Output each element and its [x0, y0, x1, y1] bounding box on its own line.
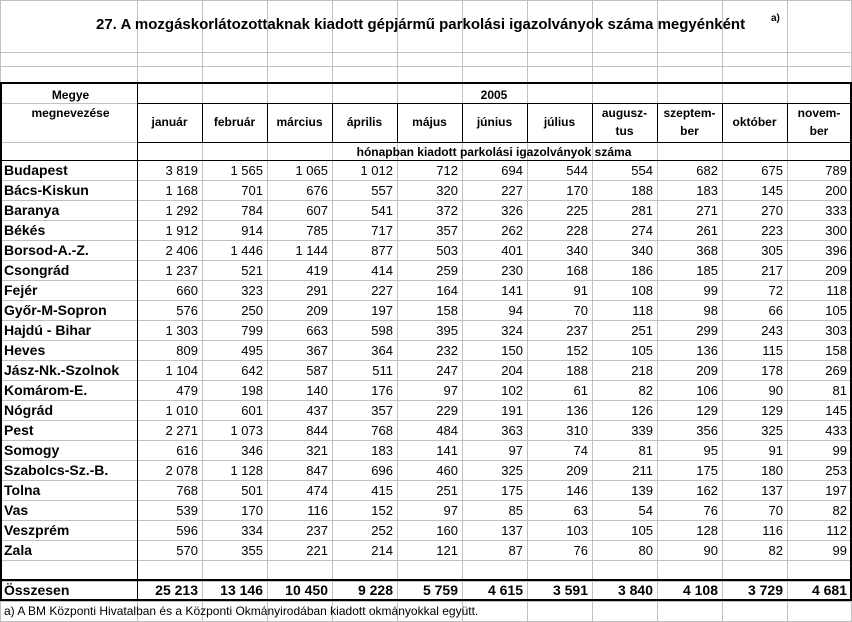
- value-cell: 176: [371, 383, 393, 398]
- value-cell: 112: [826, 523, 847, 538]
- county-name: Győr-M-Sopron: [4, 302, 107, 318]
- month-header: szeptem-: [663, 106, 716, 120]
- county-name: Bács-Kiskun: [4, 182, 89, 198]
- value-cell: 146: [566, 483, 588, 498]
- value-cell: 168: [566, 263, 588, 278]
- value-cell: 1 292: [165, 203, 198, 218]
- value-cell: 372: [436, 203, 458, 218]
- value-cell: 1 565: [230, 163, 263, 178]
- value-cell: 785: [306, 223, 328, 238]
- value-cell: 396: [825, 243, 847, 258]
- value-cell: 250: [241, 303, 263, 318]
- value-cell: 252: [371, 523, 393, 538]
- value-cell: 217: [761, 263, 783, 278]
- value-cell: 126: [631, 403, 653, 418]
- county-name: Baranya: [4, 202, 60, 218]
- value-cell: 607: [306, 203, 328, 218]
- value-cell: 544: [566, 163, 588, 178]
- value-cell: 324: [501, 323, 523, 338]
- value-cell: 479: [176, 383, 198, 398]
- value-cell: 136: [566, 403, 588, 418]
- county-name: Nógrád: [4, 402, 53, 418]
- value-cell: 82: [638, 383, 653, 398]
- value-cell: 183: [371, 443, 393, 458]
- value-cell: 225: [566, 203, 588, 218]
- value-cell: 1 303: [165, 323, 198, 338]
- value-cell: 105: [631, 523, 653, 538]
- value-cell: 877: [371, 243, 393, 258]
- value-cell: 137: [761, 483, 783, 498]
- month-header: novem-: [797, 106, 841, 120]
- value-cell: 94: [508, 303, 523, 318]
- value-cell: 261: [696, 223, 718, 238]
- county-name: Vas: [4, 502, 29, 518]
- value-cell: 521: [241, 263, 263, 278]
- value-cell: 82: [768, 543, 783, 558]
- value-cell: 102: [501, 383, 523, 398]
- county-name: Veszprém: [4, 522, 70, 538]
- value-cell: 557: [371, 183, 393, 198]
- county-name: Békés: [4, 222, 46, 238]
- value-cell: 501: [241, 483, 263, 498]
- value-cell: 80: [638, 543, 653, 558]
- value-cell: 137: [501, 523, 523, 538]
- value-cell: 696: [371, 463, 393, 478]
- value-cell: 303: [825, 323, 847, 338]
- month-header: július: [543, 115, 576, 129]
- value-cell: 81: [638, 443, 653, 458]
- value-cell: 1 168: [165, 183, 198, 198]
- value-cell: 325: [761, 423, 783, 438]
- value-cell: 326: [501, 203, 523, 218]
- value-cell: 259: [436, 263, 458, 278]
- title-footnote-marker: a): [771, 13, 780, 24]
- value-cell: 364: [371, 343, 393, 358]
- value-cell: 106: [696, 383, 718, 398]
- value-cell: 300: [825, 223, 847, 238]
- county-name: Komárom-E.: [4, 382, 88, 398]
- value-cell: 1 065: [295, 163, 328, 178]
- value-cell: 2 406: [165, 243, 198, 258]
- value-cell: 596: [176, 523, 198, 538]
- value-cell: 270: [761, 203, 783, 218]
- value-cell: 54: [638, 503, 653, 518]
- value-cell: 209: [825, 263, 847, 278]
- value-cell: 847: [306, 463, 328, 478]
- county-header-label: Megye: [51, 88, 90, 102]
- total-value-cell: 4 108: [682, 582, 718, 598]
- value-cell: 247: [436, 363, 458, 378]
- value-cell: 339: [631, 423, 653, 438]
- value-cell: 204: [501, 363, 523, 378]
- value-cell: 357: [371, 403, 393, 418]
- value-cell: 178: [761, 363, 783, 378]
- total-value-cell: 5 759: [422, 582, 458, 598]
- value-cell: 570: [176, 543, 198, 558]
- value-cell: 262: [501, 223, 523, 238]
- value-cell: 576: [176, 303, 198, 318]
- value-cell: 414: [371, 263, 393, 278]
- value-cell: 162: [696, 483, 718, 498]
- value-cell: 164: [436, 283, 458, 298]
- value-cell: 269: [825, 363, 847, 378]
- month-header: január: [151, 115, 188, 129]
- total-value-cell: 9 228: [357, 582, 393, 598]
- value-cell: 105: [825, 303, 847, 318]
- total-value-cell: 4 615: [487, 582, 523, 598]
- value-cell: 291: [306, 283, 328, 298]
- value-cell: 1 237: [165, 263, 198, 278]
- value-cell: 3 819: [165, 163, 198, 178]
- county-name: Somogy: [4, 442, 60, 458]
- value-cell: 333: [825, 203, 847, 218]
- value-cell: 437: [306, 403, 328, 418]
- value-cell: 99: [832, 443, 847, 458]
- value-cell: 200: [825, 183, 847, 198]
- value-cell: 323: [241, 283, 263, 298]
- value-cell: 198: [241, 383, 263, 398]
- month-header: március: [276, 115, 323, 129]
- value-cell: 99: [832, 543, 847, 558]
- value-cell: 66: [768, 303, 783, 318]
- county-header-label-2: megnevezése: [31, 106, 110, 120]
- value-cell: 116: [307, 503, 328, 518]
- value-cell: 158: [436, 303, 458, 318]
- value-cell: 232: [436, 343, 458, 358]
- year-header: 2005: [480, 88, 508, 102]
- value-cell: 145: [825, 403, 847, 418]
- value-cell: 701: [241, 183, 263, 198]
- value-cell: 1 912: [165, 223, 198, 238]
- value-cell: 251: [631, 323, 653, 338]
- value-cell: 1 012: [360, 163, 393, 178]
- value-cell: 539: [176, 503, 198, 518]
- value-cell: 367: [306, 343, 328, 358]
- value-cell: 340: [631, 243, 653, 258]
- value-cell: 140: [306, 383, 328, 398]
- subheader-monthly-count: hónapban kiadott parkolási igazolványok száma: [356, 145, 632, 159]
- value-cell: 152: [566, 343, 588, 358]
- value-cell: 91: [768, 443, 783, 458]
- value-cell: 121: [436, 543, 458, 558]
- value-cell: 209: [696, 363, 718, 378]
- value-cell: 474: [306, 483, 328, 498]
- county-name: Zala: [4, 542, 33, 558]
- value-cell: 98: [703, 303, 718, 318]
- value-cell: 433: [825, 423, 847, 438]
- county-name: Hajdú - Bihar: [4, 322, 92, 338]
- value-cell: 642: [241, 363, 263, 378]
- value-cell: 243: [761, 323, 783, 338]
- value-cell: 844: [306, 423, 328, 438]
- value-cell: 136: [696, 343, 718, 358]
- total-value-cell: 3 729: [747, 582, 783, 598]
- month-header: február: [213, 115, 256, 129]
- value-cell: 160: [436, 523, 458, 538]
- value-cell: 321: [306, 443, 328, 458]
- value-cell: 784: [241, 203, 263, 218]
- month-header: augusz-: [601, 106, 648, 120]
- value-cell: 675: [761, 163, 783, 178]
- value-cell: 357: [436, 223, 458, 238]
- value-cell: 415: [371, 483, 393, 498]
- county-name: Pest: [4, 422, 34, 438]
- value-cell: 1 073: [230, 423, 263, 438]
- value-cell: 97: [443, 503, 458, 518]
- month-header: tus: [615, 124, 634, 138]
- value-cell: 214: [371, 543, 393, 558]
- value-cell: 95: [703, 443, 718, 458]
- value-cell: 419: [306, 263, 328, 278]
- total-value-cell: 3 840: [617, 582, 653, 598]
- value-cell: 682: [696, 163, 718, 178]
- value-cell: 191: [501, 403, 523, 418]
- month-header: ber: [809, 124, 829, 138]
- value-cell: 70: [573, 303, 588, 318]
- value-cell: 152: [371, 503, 393, 518]
- value-cell: 209: [306, 303, 328, 318]
- value-cell: 1 010: [165, 403, 198, 418]
- value-cell: 340: [566, 243, 588, 258]
- value-cell: 2 078: [165, 463, 198, 478]
- value-cell: 541: [371, 203, 393, 218]
- value-cell: 511: [372, 363, 393, 378]
- value-cell: 320: [436, 183, 458, 198]
- county-name: Tolna: [4, 482, 41, 498]
- value-cell: 186: [631, 263, 653, 278]
- value-cell: 227: [501, 183, 523, 198]
- value-cell: 310: [566, 423, 588, 438]
- value-cell: 97: [443, 383, 458, 398]
- county-name: Jász-Nk.-Szolnok: [4, 362, 120, 378]
- value-cell: 717: [371, 223, 393, 238]
- county-name: Budapest: [4, 162, 68, 178]
- county-name: Csongrád: [4, 262, 70, 278]
- month-header: április: [346, 115, 383, 129]
- total-value-cell: 25 213: [155, 582, 198, 598]
- value-cell: 299: [696, 323, 718, 338]
- value-cell: 223: [761, 223, 783, 238]
- value-cell: 188: [566, 363, 588, 378]
- county-name: Heves: [4, 342, 46, 358]
- value-cell: 395: [436, 323, 458, 338]
- month-header: ber: [680, 124, 699, 138]
- value-cell: 175: [696, 463, 718, 478]
- value-cell: 180: [761, 463, 783, 478]
- value-cell: 91: [573, 283, 588, 298]
- value-cell: 1 128: [230, 463, 263, 478]
- value-cell: 809: [176, 343, 198, 358]
- value-cell: 325: [501, 463, 523, 478]
- value-cell: 170: [241, 503, 263, 518]
- value-cell: 334: [241, 523, 263, 538]
- value-cell: 230: [501, 263, 523, 278]
- value-cell: 128: [696, 523, 718, 538]
- month-header: június: [476, 115, 513, 129]
- value-cell: 237: [566, 323, 588, 338]
- value-cell: 158: [825, 343, 847, 358]
- value-cell: 274: [631, 223, 653, 238]
- value-cell: 85: [508, 503, 523, 518]
- value-cell: 228: [566, 223, 588, 238]
- value-cell: 185: [696, 263, 718, 278]
- value-cell: 495: [241, 343, 263, 358]
- value-cell: 2 271: [165, 423, 198, 438]
- value-cell: 221: [306, 543, 328, 558]
- value-cell: 914: [241, 223, 263, 238]
- value-cell: 129: [761, 403, 783, 418]
- county-name: Szabolcs-Sz.-B.: [4, 462, 109, 478]
- value-cell: 139: [631, 483, 653, 498]
- value-cell: 460: [436, 463, 458, 478]
- value-cell: 70: [768, 503, 783, 518]
- value-cell: 118: [632, 303, 653, 318]
- value-cell: 271: [696, 203, 718, 218]
- value-cell: 99: [703, 283, 718, 298]
- value-cell: 188: [631, 183, 653, 198]
- table-title: 27. A mozgáskorlátozottaknak kiadott gépjármű parkolási igazolványok száma megyénként: [96, 16, 746, 33]
- value-cell: 145: [761, 183, 783, 198]
- value-cell: 401: [501, 243, 523, 258]
- value-cell: 694: [501, 163, 523, 178]
- month-header: október: [732, 115, 777, 129]
- value-cell: 87: [508, 543, 523, 558]
- value-cell: 660: [176, 283, 198, 298]
- value-cell: 229: [436, 403, 458, 418]
- value-cell: 712: [436, 163, 458, 178]
- value-cell: 82: [832, 503, 847, 518]
- value-cell: 103: [566, 523, 588, 538]
- value-cell: 768: [176, 483, 198, 498]
- value-cell: 598: [371, 323, 393, 338]
- value-cell: 346: [241, 443, 263, 458]
- value-cell: 170: [566, 183, 588, 198]
- value-cell: 61: [573, 383, 588, 398]
- total-value-cell: 10 450: [285, 582, 328, 598]
- value-cell: 281: [631, 203, 653, 218]
- value-cell: 1 446: [230, 243, 263, 258]
- value-cell: 211: [632, 463, 653, 478]
- value-cell: 197: [371, 303, 393, 318]
- value-cell: 227: [371, 283, 393, 298]
- value-cell: 129: [696, 403, 718, 418]
- value-cell: 601: [241, 403, 263, 418]
- value-cell: 799: [241, 323, 263, 338]
- footnote: a) A BM Központi Hivatalban és a Központi Okmányirodában kiadott okmányokkal együtt.: [4, 604, 479, 618]
- value-cell: 74: [573, 443, 588, 458]
- value-cell: 218: [631, 363, 653, 378]
- value-cell: 368: [696, 243, 718, 258]
- total-value-cell: 4 681: [811, 582, 847, 598]
- value-cell: 76: [703, 503, 718, 518]
- value-cell: 768: [371, 423, 393, 438]
- value-cell: 81: [832, 383, 847, 398]
- value-cell: 356: [696, 423, 718, 438]
- value-cell: 237: [306, 523, 328, 538]
- value-cell: 305: [761, 243, 783, 258]
- value-cell: 90: [768, 383, 783, 398]
- month-header: május: [412, 115, 447, 129]
- value-cell: 141: [436, 443, 458, 458]
- value-cell: 197: [825, 483, 847, 498]
- value-cell: 1 144: [295, 243, 328, 258]
- value-cell: 115: [762, 343, 783, 358]
- value-cell: 63: [573, 503, 588, 518]
- value-cell: 587: [306, 363, 328, 378]
- value-cell: 253: [825, 463, 847, 478]
- county-name: Fejér: [4, 282, 38, 298]
- value-cell: 676: [306, 183, 328, 198]
- value-cell: 97: [508, 443, 523, 458]
- value-cell: 1 104: [165, 363, 198, 378]
- value-cell: 663: [306, 323, 328, 338]
- value-cell: 789: [825, 163, 847, 178]
- value-cell: 72: [768, 283, 783, 298]
- value-cell: 363: [501, 423, 523, 438]
- value-cell: 503: [436, 243, 458, 258]
- value-cell: 76: [573, 543, 588, 558]
- value-cell: 116: [762, 523, 783, 538]
- value-cell: 209: [566, 463, 588, 478]
- value-cell: 108: [631, 283, 653, 298]
- value-cell: 616: [176, 443, 198, 458]
- value-cell: 175: [501, 483, 523, 498]
- value-cell: 118: [826, 283, 847, 298]
- county-name: Borsod-A.-Z.: [4, 242, 89, 258]
- value-cell: 141: [501, 283, 523, 298]
- total-value-cell: 3 591: [552, 582, 588, 598]
- value-cell: 105: [631, 343, 653, 358]
- value-cell: 251: [436, 483, 458, 498]
- value-cell: 183: [696, 183, 718, 198]
- value-cell: 150: [501, 343, 523, 358]
- value-cell: 554: [631, 163, 653, 178]
- value-cell: 355: [241, 543, 263, 558]
- total-label: Összesen: [4, 582, 70, 598]
- value-cell: 90: [703, 543, 718, 558]
- value-cell: 484: [436, 423, 458, 438]
- total-value-cell: 13 146: [220, 582, 263, 598]
